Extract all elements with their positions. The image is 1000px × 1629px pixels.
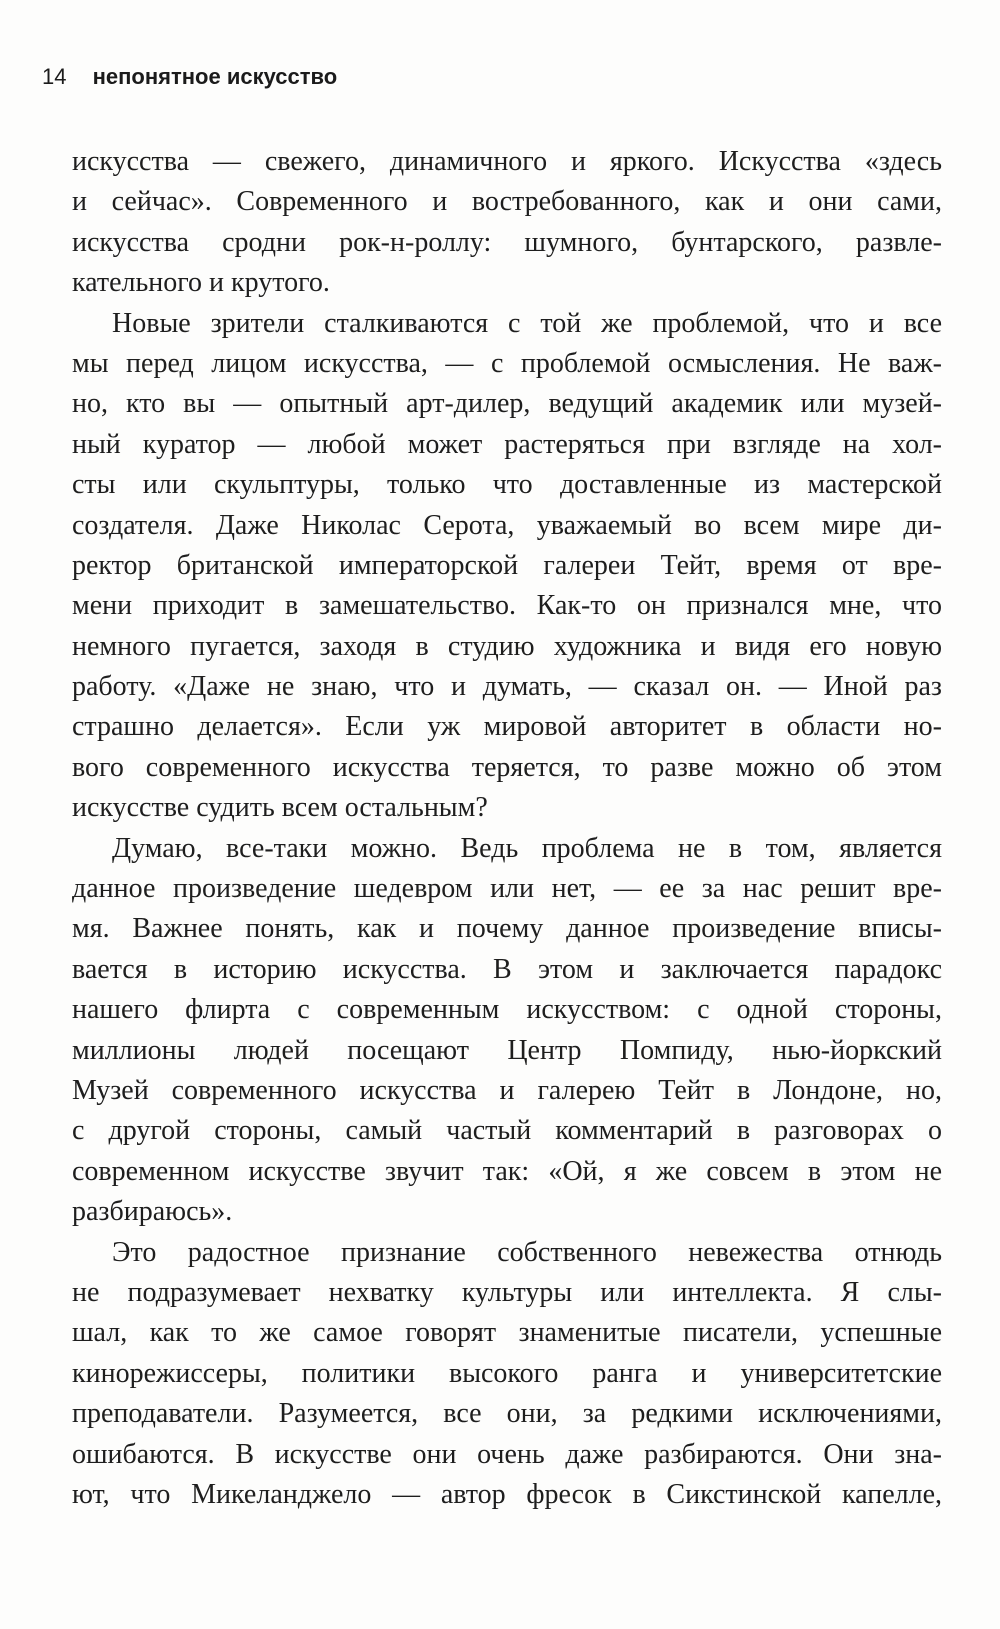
running-title: непонятное искусство: [92, 64, 338, 89]
text-line: нашего флирта с современным искусством: с одной стороны,: [72, 994, 942, 1026]
text-line: кинорежиссеры, политики высокого ранга и университетские: [72, 1357, 942, 1389]
text-line: создателя. Даже Николас Серота, уважаемый во всем мире ди-: [72, 509, 942, 541]
text-line: современном искусстве звучит так: «Ой, я же совсем в этом не: [72, 1155, 942, 1187]
text-line: вается в историю искусства. В этом и заключается парадокс: [72, 953, 942, 985]
text-line: кательного и крутого.: [72, 267, 330, 299]
text-line: мени приходит в замешательство. Как-то он признался мне, что: [72, 590, 942, 622]
text-line: мя. Важнее понять, как и почему данное произведение вписы-: [72, 913, 942, 945]
text-line: Думаю, все-таки можно. Ведь проблема не в том, является: [112, 832, 942, 864]
text-line: ют, что Микеланджело — автор фресок в Сикстинской капелле,: [72, 1478, 942, 1510]
text-line: с другой стороны, самый частый комментарий в разговорах о: [72, 1115, 942, 1147]
text-line: преподаватели. Разумеется, все они, за редкими исключениями,: [72, 1398, 942, 1430]
text-line: сты или скульптуры, только что доставленные из мастерской: [72, 469, 942, 501]
text-line: вого современного искусства теряется, то разве можно об этом: [72, 751, 942, 783]
page-number: 14: [42, 64, 67, 89]
text-line: не подразумевает нехватку культуры или интеллекта. Я слы-: [72, 1276, 942, 1308]
body-text: [72, 142, 942, 1515]
text-line: данное произведение шедевром или нет, — ее за нас решит вре-: [72, 873, 942, 905]
text-line: ошибаются. В искусстве они очень даже разбираются. Они зна-: [72, 1438, 942, 1470]
text-line: разбираюсь».: [72, 1196, 233, 1228]
text-line: но, кто вы — опытный арт-дилер, ведущий академик или музей-: [72, 388, 942, 420]
text-line: Музей современного искусства и галерею Тейт в Лондоне, но,: [72, 1074, 942, 1106]
text-line: шал, как то же самое говорят знаменитые писатели, успешные: [72, 1317, 942, 1349]
text-line: страшно делается». Если уж мировой авторитет в области но-: [72, 711, 942, 743]
text-line: мы перед лицом искусства, — с проблемой осмысления. Не важ-: [72, 347, 942, 379]
text-line: ректор британской императорской галереи Тейт, время от вре-: [72, 549, 942, 581]
text-line: немного пугается, заходя в студию художника и видя его новую: [72, 630, 942, 662]
text-line: работу. «Даже не знаю, что и думать, — сказал он. — Иной раз: [72, 671, 942, 703]
text-line: искусства — свежего, динамичного и яркого. Искусства «здесь: [72, 146, 942, 177]
text-line: Новые зрители сталкиваются с той же проблемой, что и все: [112, 307, 942, 339]
text-line: ный куратор — любой может растеряться при взгляде на хол-: [72, 428, 942, 460]
text-line: и сейчас». Современного и востребованного, как и они сами,: [72, 186, 942, 218]
text-line: Это радостное признание собственного невежества отнюдь: [112, 1236, 942, 1268]
text-line: искусстве судить всем остальным?: [72, 792, 488, 824]
text-line: искусства сродни рок-н-роллу: шумного, бунтарского, развле-: [72, 226, 942, 258]
page-header: [42, 63, 337, 91]
text-line: миллионы людей посещают Центр Помпиду, нью-йоркский: [72, 1034, 942, 1066]
